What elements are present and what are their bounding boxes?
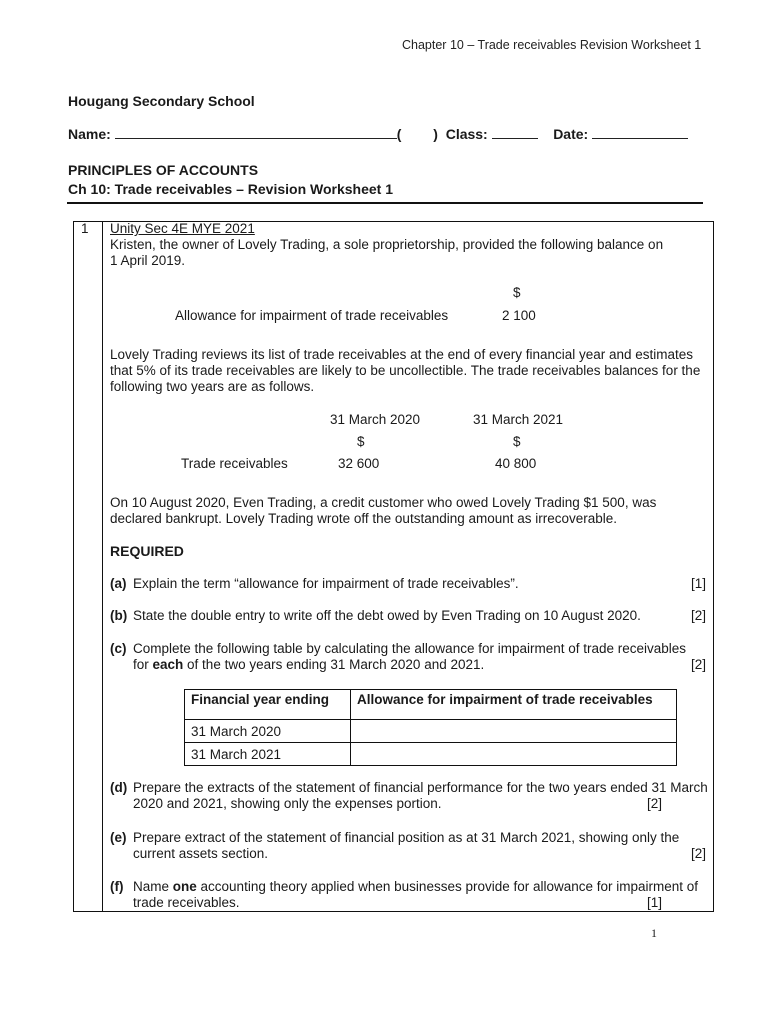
school-name: Hougang Secondary School — [68, 93, 255, 109]
table-header-row — [185, 690, 677, 720]
table-header-allowance: Allowance for impairment of trade receivables — [351, 690, 677, 720]
date-blank — [592, 126, 688, 139]
part-c-marks: [2] — [690, 657, 706, 672]
running-header: Chapter 10 – Trade receivables Revision Worksheet 1 — [402, 38, 702, 52]
para2-line-2: that 5% of its trade receivables are likely to be uncollectible. The trade receivables balances for the — [110, 363, 701, 378]
name-label: Name: — [68, 126, 111, 142]
part-e-label: (e) — [110, 830, 127, 845]
allowance-answer-table — [184, 689, 677, 766]
receivables-label: Trade receivables — [181, 456, 288, 471]
para2-line-3: following two years are as follows. — [110, 379, 315, 394]
part-e — [110, 830, 708, 862]
question-source: Unity Sec 4E MYE 2021 — [110, 221, 255, 236]
part-c-label: (c) — [110, 641, 127, 656]
part-c-line-1: Complete the following table by calculating the allowance for impairment of trade receivables — [133, 641, 687, 656]
para3-line-1: On 10 August 2020, Even Trading, a credit customer who owed Lovely Trading $1 500, was — [110, 495, 657, 510]
class-label: Class: — [445, 126, 488, 142]
table-cell-year: 31 March 2020 — [185, 720, 351, 743]
balance-label: Allowance for impairment of trade receivables — [175, 308, 449, 323]
page-number: 1 — [651, 926, 657, 940]
part-b — [110, 608, 708, 624]
part-f-line-1: Name one accounting theory applied when businesses provide for allowance for impairment of — [133, 879, 699, 894]
para2-line-1: Lovely Trading reviews its list of trade receivables at the end of every financial year and estimates — [110, 347, 694, 362]
class-blank — [492, 126, 538, 139]
table-cell-answer[interactable] — [351, 720, 677, 743]
worksheet-title: Ch 10: Trade receivables – Revision Worksheet 1 — [68, 181, 394, 197]
part-d-line-2: 2020 and 2021, showing only the expenses portion. — [133, 796, 442, 811]
part-d — [110, 780, 708, 812]
receivables-year-2: 31 March 2021 — [473, 412, 564, 427]
index-open-paren: ( — [396, 126, 402, 142]
part-d-label: (d) — [110, 780, 128, 795]
table-row — [185, 743, 677, 766]
part-f — [110, 879, 708, 911]
receivables-value-2: 40 800 — [495, 456, 537, 471]
question-number-divider — [102, 221, 103, 912]
part-c-line-2: for each of the two years ending 31 March 2020 and 2021. — [133, 657, 485, 672]
index-close-paren: ) — [433, 126, 438, 142]
required-heading: REQUIRED — [110, 543, 184, 559]
intro-line-2: 1 April 2019. — [110, 253, 186, 268]
part-f-label: (f) — [110, 879, 124, 894]
part-a-marks: [1] — [690, 576, 706, 591]
subject-title: PRINCIPLES OF ACCOUNTS — [68, 162, 259, 178]
part-e-line-2: current assets section. — [133, 846, 269, 861]
title-rule — [67, 202, 703, 204]
balance-value: 2 100 — [502, 308, 536, 323]
part-a-label: (a) — [110, 576, 127, 591]
name-blank — [115, 126, 397, 139]
receivables-year-1: 31 March 2020 — [330, 412, 421, 427]
receivables-currency-1: $ — [357, 434, 365, 449]
student-details-row — [68, 126, 688, 142]
part-f-marks: [1] — [646, 895, 662, 910]
receivables-currency-2: $ — [513, 434, 521, 449]
question-number: 1 — [81, 221, 89, 236]
part-b-marks: [2] — [690, 608, 706, 623]
date-label: Date: — [553, 126, 589, 142]
table-cell-year: 31 March 2021 — [185, 743, 351, 766]
intro-line-1: Kristen, the owner of Lovely Trading, a sole proprietorship, provided the following balance on — [110, 237, 664, 252]
part-d-line-1: Prepare the extracts of the statement of financial performance for the two years ended 31 March — [133, 780, 708, 795]
part-e-marks: [2] — [690, 846, 706, 861]
part-d-marks: [2] — [646, 796, 662, 811]
part-b-label: (b) — [110, 608, 128, 623]
table-header-year: Financial year ending — [185, 690, 351, 720]
part-b-text: State the double entry to write off the debt owed by Even Trading on 10 August 2020. — [133, 608, 641, 623]
part-c — [110, 641, 708, 673]
para3-line-2: declared bankrupt. Lovely Trading wrote off the outstanding amount as irrecoverable. — [110, 511, 618, 526]
balance-currency: $ — [513, 285, 521, 300]
part-f-line-2: trade receivables. — [133, 895, 240, 910]
table-row — [185, 720, 677, 743]
part-e-line-1: Prepare extract of the statement of financial position as at 31 March 2021, showing only the — [133, 830, 680, 845]
part-a-text: Explain the term “allowance for impairment of trade receivables”. — [133, 576, 519, 591]
table-cell-answer[interactable] — [351, 743, 677, 766]
part-a — [110, 576, 708, 592]
receivables-value-1: 32 600 — [338, 456, 380, 471]
